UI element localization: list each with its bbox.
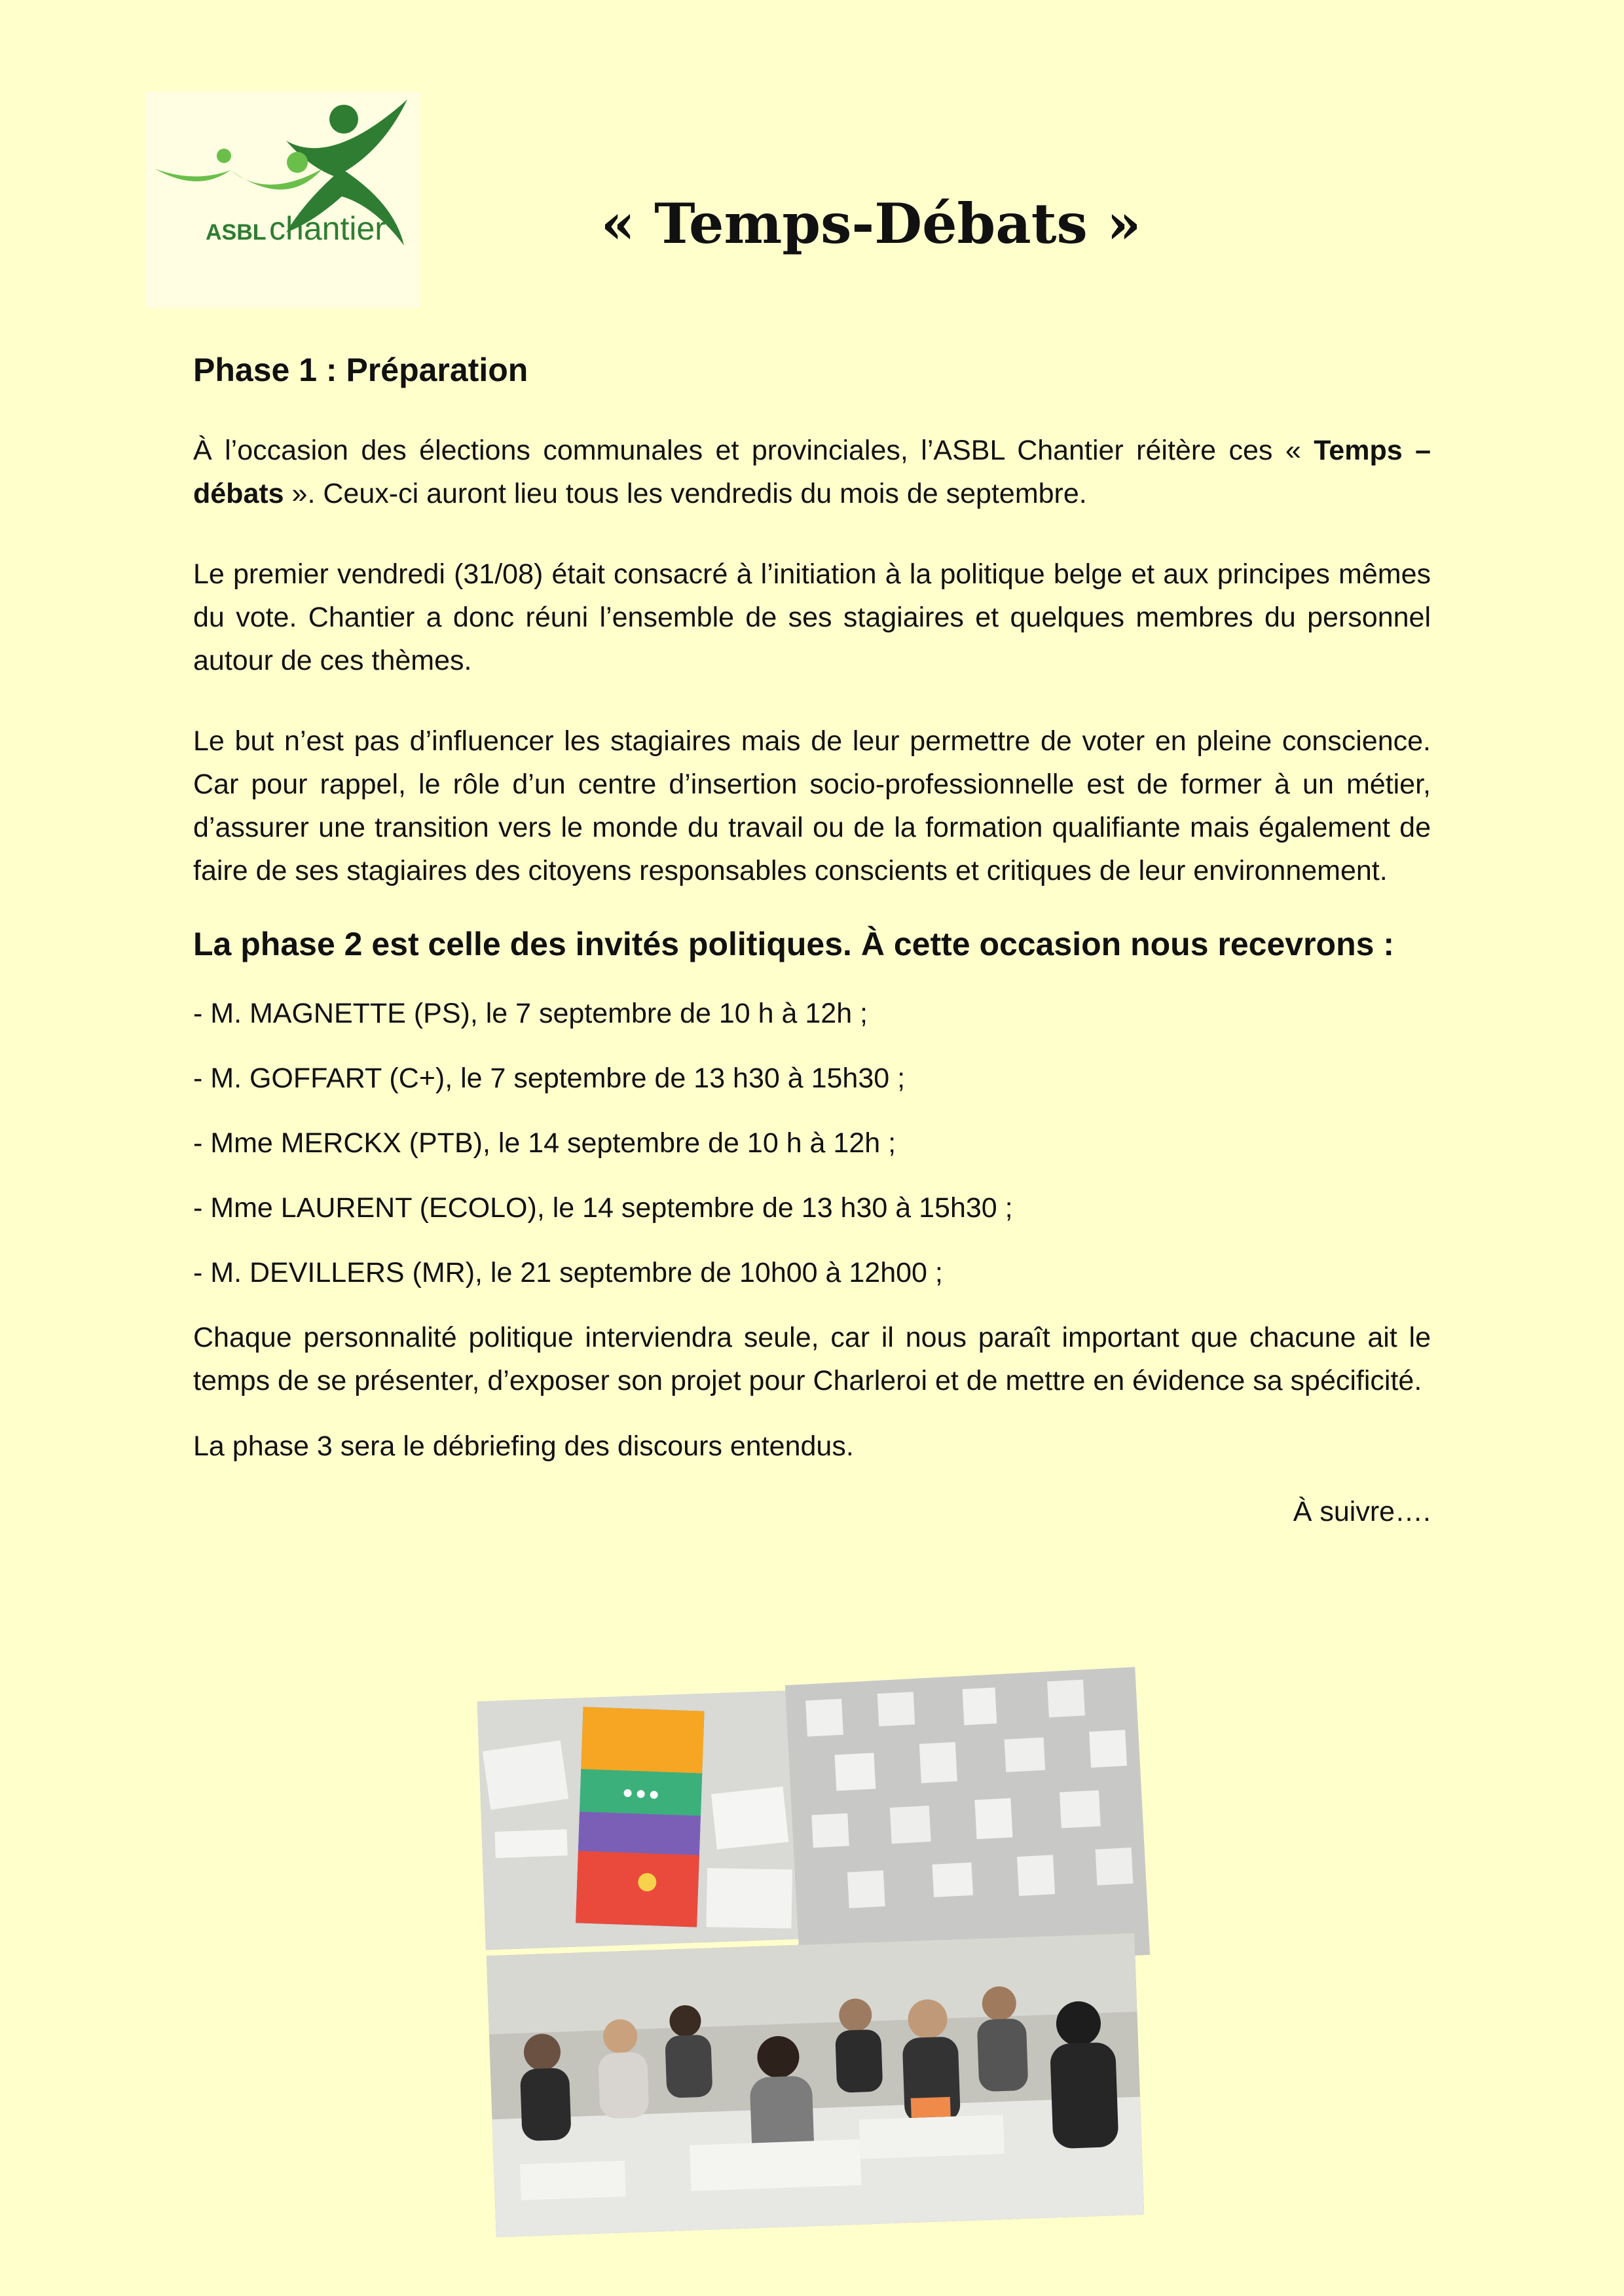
papers-wall-photo bbox=[785, 1667, 1150, 1973]
phase1-intro-paragraph bbox=[193, 429, 1431, 515]
guest-item: - M. GOFFART (C+), le 7 septembre de 13 h30 à 15h30 ; bbox=[193, 1063, 906, 1094]
phase3-paragraph: La phase 3 sera le débriefing des discours entendus. bbox=[193, 1430, 854, 1462]
guest-item: - M. MAGNETTE (PS), le 7 septembre de 10 h à 12h ; bbox=[193, 998, 868, 1029]
poster-photo bbox=[477, 1690, 813, 1950]
guest-item: - M. DEVILLERS (MR), le 21 septembre de 10h00 à 12h00 ; bbox=[193, 1257, 943, 1288]
logo-name: chantier bbox=[269, 210, 386, 247]
phase2-heading: La phase 2 est celle des invités politiques. À cette occasion nous recevrons : bbox=[193, 926, 1394, 962]
phase1-paragraph-3: Le but n’est pas d’influencer les stagiaires mais de leur permettre de voter en pleine conscience. Car pour rappel, le rôle d’un centre d’insertion socio-professionnelle est de former à un métier, d’assurer une transition vers le monde du travail ou de la formation qualifiante mais également de faire de ses stagiaires des citoyens responsables conscients et critiques de leur environnement. bbox=[193, 725, 1431, 886]
phase2-paragraph: Chaque personnalité politique interviendra seule, car il nous paraît important que chacune ait le temps de se présenter, d’exposer son projet pour Charleroi et de mettre en évidence sa spécificité. bbox=[193, 1322, 1431, 1396]
poster-illustration bbox=[477, 1690, 813, 1950]
intro-text-bold: Temps – débats bbox=[193, 435, 1431, 509]
phase1-heading: Phase 1 : Préparation bbox=[193, 352, 528, 388]
photo-collage bbox=[471, 1669, 1153, 2246]
to-be-continued: À suivre…. bbox=[1293, 1496, 1431, 1527]
classroom-illustration bbox=[487, 1933, 1144, 2237]
intro-text-start: À l’occasion des élections communales et provinciales, l’ASBL Chantier réitère ces « bbox=[193, 435, 1314, 466]
guest-item: - Mme LAURENT (ECOLO), le 14 septembre de 13 h30 à 15h30 ; bbox=[193, 1192, 1013, 1224]
phase1-paragraph-2: Le premier vendredi (31/08) était consacré à l’initiation à la politique belge et aux principes mêmes du vote. Chantier a donc réuni l’ensemble de ses stagiaires et quelques membres du personnel autour de ces thèmes. bbox=[193, 558, 1431, 676]
page-title: « Temps-Débats » bbox=[600, 191, 1141, 256]
guest-item: - Mme MERCKX (PTB), le 14 septembre de 10 h à 12h ; bbox=[193, 1127, 896, 1159]
logo-prefix: ASBL bbox=[206, 220, 267, 245]
classroom-photo bbox=[487, 1933, 1144, 2237]
papers-illustration bbox=[785, 1667, 1150, 1973]
article-body bbox=[193, 347, 1431, 1533]
intro-text-end: ». Ceux-ci auront lieu tous les vendredis du mois de septembre. bbox=[284, 478, 1087, 509]
